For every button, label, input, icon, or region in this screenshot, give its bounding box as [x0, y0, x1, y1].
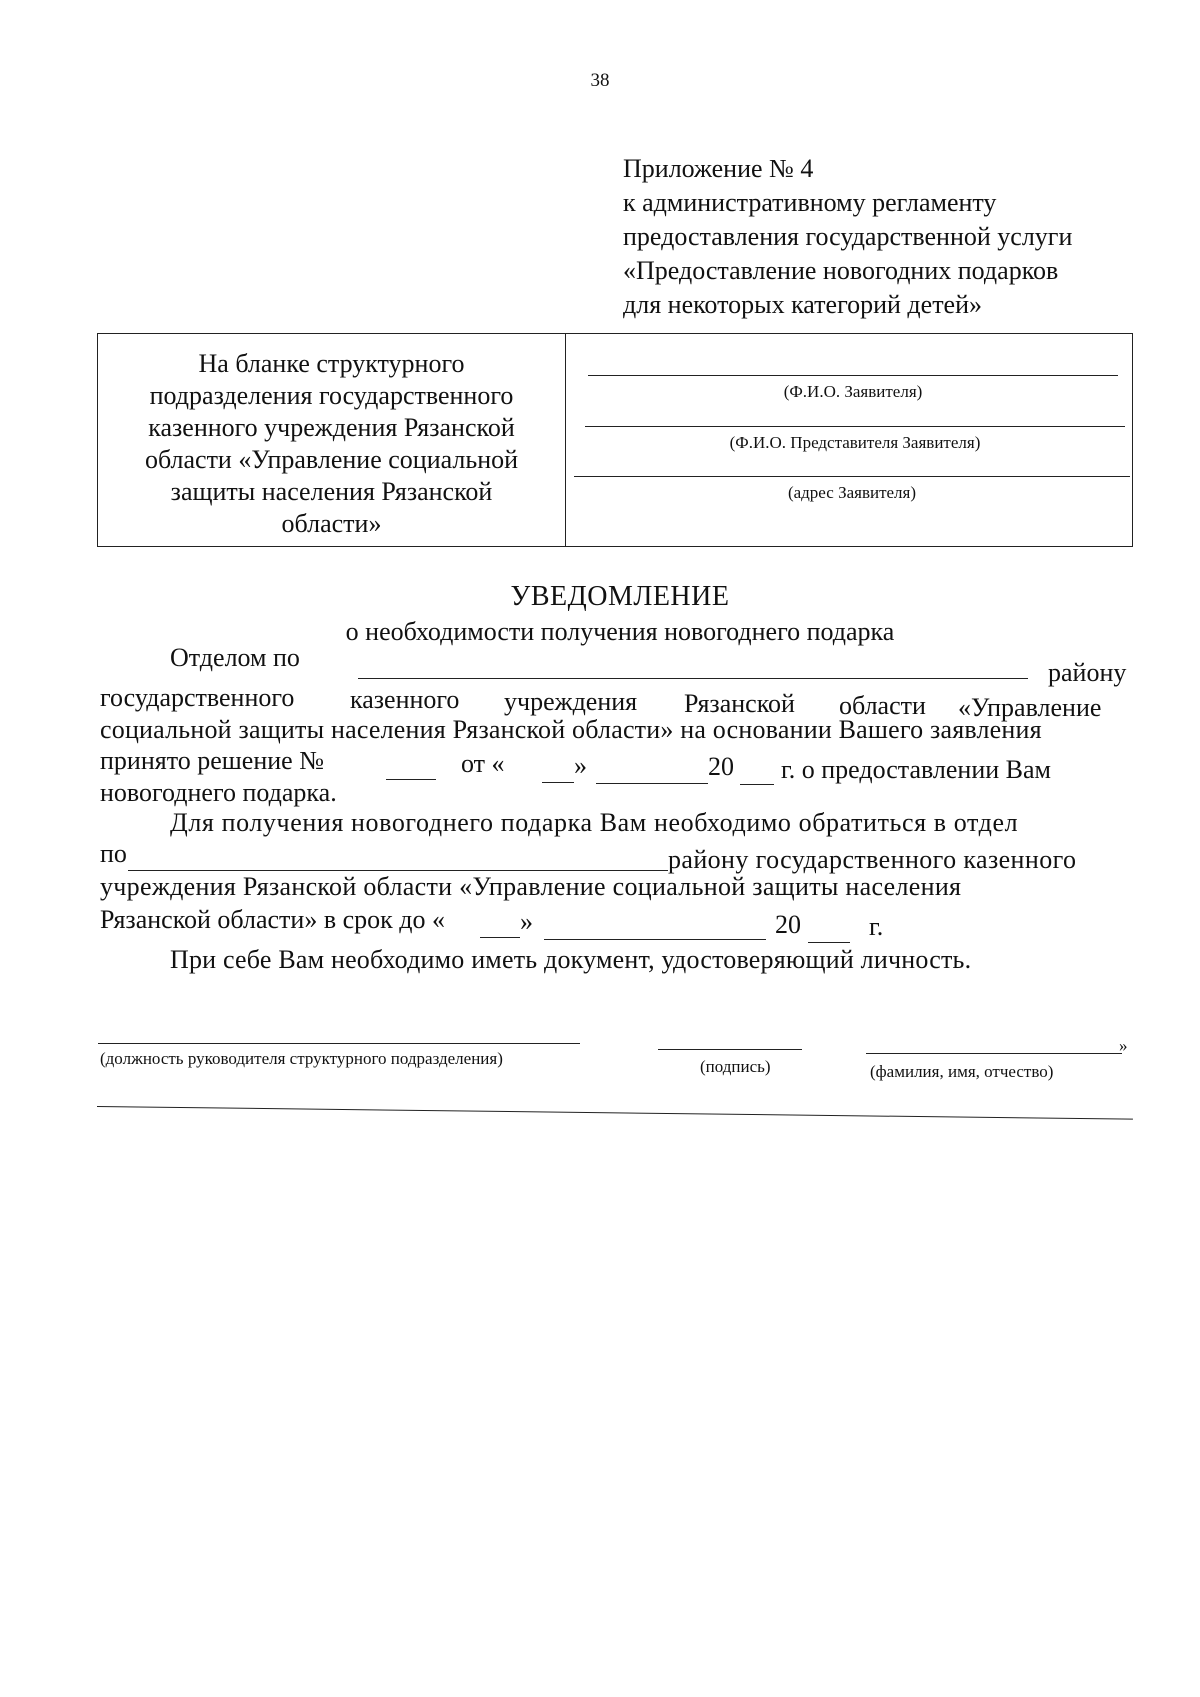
bottom-divider	[97, 1106, 1133, 1120]
p1-word: казенного	[350, 685, 460, 714]
position-line[interactable]	[98, 1043, 580, 1044]
letterhead-line: подразделения государственного	[149, 381, 514, 410]
p1-word: государственного	[100, 683, 295, 712]
p1-line4-d: 20	[708, 752, 734, 781]
p3-line: При себе Вам необходимо иметь документ, удостоверяющий личность.	[170, 945, 972, 974]
p1-line4-e: г. о предоставлении Вам	[781, 755, 1052, 784]
appendix-header	[623, 152, 1072, 322]
letterhead-line: защиты населения Рязанской	[170, 477, 493, 506]
p2-line4-a: Рязанской области» в срок до «	[100, 905, 446, 934]
p1-line1-end: району	[1048, 658, 1127, 687]
decision-day-blank[interactable]	[542, 760, 574, 783]
applicant-address-field[interactable]	[574, 476, 1130, 503]
p2-line1: Для получения новогоднего подарка Вам необходимо обратиться в отдел	[170, 808, 1019, 837]
department-district-blank[interactable]	[128, 848, 668, 871]
full-name-caption: (фамилия, имя, отчество)	[870, 1062, 1054, 1081]
p1-word: «Управление	[958, 693, 1102, 722]
letterhead-note	[98, 348, 565, 540]
box-divider	[565, 333, 566, 547]
applicant-name-caption: (Ф.И.О. Заявителя)	[783, 382, 923, 401]
p2-line3: учреждения Рязанской области «Управление социальной защиты населения	[100, 872, 962, 901]
appendix-line: Приложение № 4	[623, 154, 814, 183]
appendix-line: «Предоставление новогодних подарков	[623, 256, 1059, 285]
page-number: 38	[590, 70, 610, 91]
deadline-month-blank[interactable]	[544, 917, 766, 940]
applicant-name-field[interactable]	[588, 375, 1118, 402]
signature-caption: (подпись)	[700, 1057, 771, 1076]
document-subtitle: о необходимости получения новогоднего подарка	[345, 617, 895, 646]
document-title: УВЕДОМЛЕНИЕ	[510, 581, 730, 612]
p1-line3: социальной защиты населения Рязанской области» на основании Вашего заявления	[100, 715, 1042, 744]
deadline-day-blank[interactable]	[480, 915, 520, 938]
full-name-line[interactable]	[866, 1053, 1122, 1054]
p1-line5: новогоднего подарка.	[100, 778, 337, 807]
quote-mark: »	[1119, 1036, 1128, 1055]
p1-line4-a: принято решение №	[100, 746, 324, 775]
p2-line4-c: 20	[775, 910, 801, 939]
p1-line1-start: Отделом по	[170, 643, 300, 672]
appendix-line: к административному регламенту	[623, 188, 997, 217]
p2-line2-start: по	[100, 839, 127, 868]
letterhead-line: казенного учреждения Рязанской	[148, 413, 515, 442]
decision-year-blank[interactable]	[740, 762, 774, 785]
letterhead-line: На бланке структурного	[198, 349, 465, 378]
letterhead-line: области»	[281, 509, 382, 538]
decision-number-blank[interactable]	[386, 757, 436, 780]
p1-word: области	[839, 691, 926, 720]
p2-line2-end: району государственного казенного	[668, 845, 1077, 874]
p2-line4-d: г.	[869, 912, 884, 941]
p2-line4-b: »	[520, 907, 533, 936]
p1-line4-c: »	[574, 751, 587, 780]
representative-name-field[interactable]	[585, 426, 1125, 453]
decision-month-blank[interactable]	[596, 761, 708, 784]
header-box	[97, 333, 1133, 547]
p1-line4-b: от «	[461, 749, 505, 778]
representative-name-caption: (Ф.И.О. Представителя Заявителя)	[729, 433, 981, 452]
p1-word: учреждения	[504, 687, 638, 716]
letterhead-line: области «Управление социальной	[144, 445, 519, 474]
p1-word: Рязанской	[684, 689, 795, 718]
position-caption: (должность руководителя структурного подразделения)	[100, 1049, 503, 1068]
applicant-address-caption: (адрес Заявителя)	[787, 483, 917, 502]
signature-line[interactable]	[658, 1049, 802, 1050]
appendix-line: предоставления государственной услуги	[623, 222, 1073, 251]
district-blank[interactable]	[358, 656, 1028, 679]
deadline-year-blank[interactable]	[808, 920, 850, 943]
appendix-line: для некоторых категорий детей»	[623, 290, 983, 319]
